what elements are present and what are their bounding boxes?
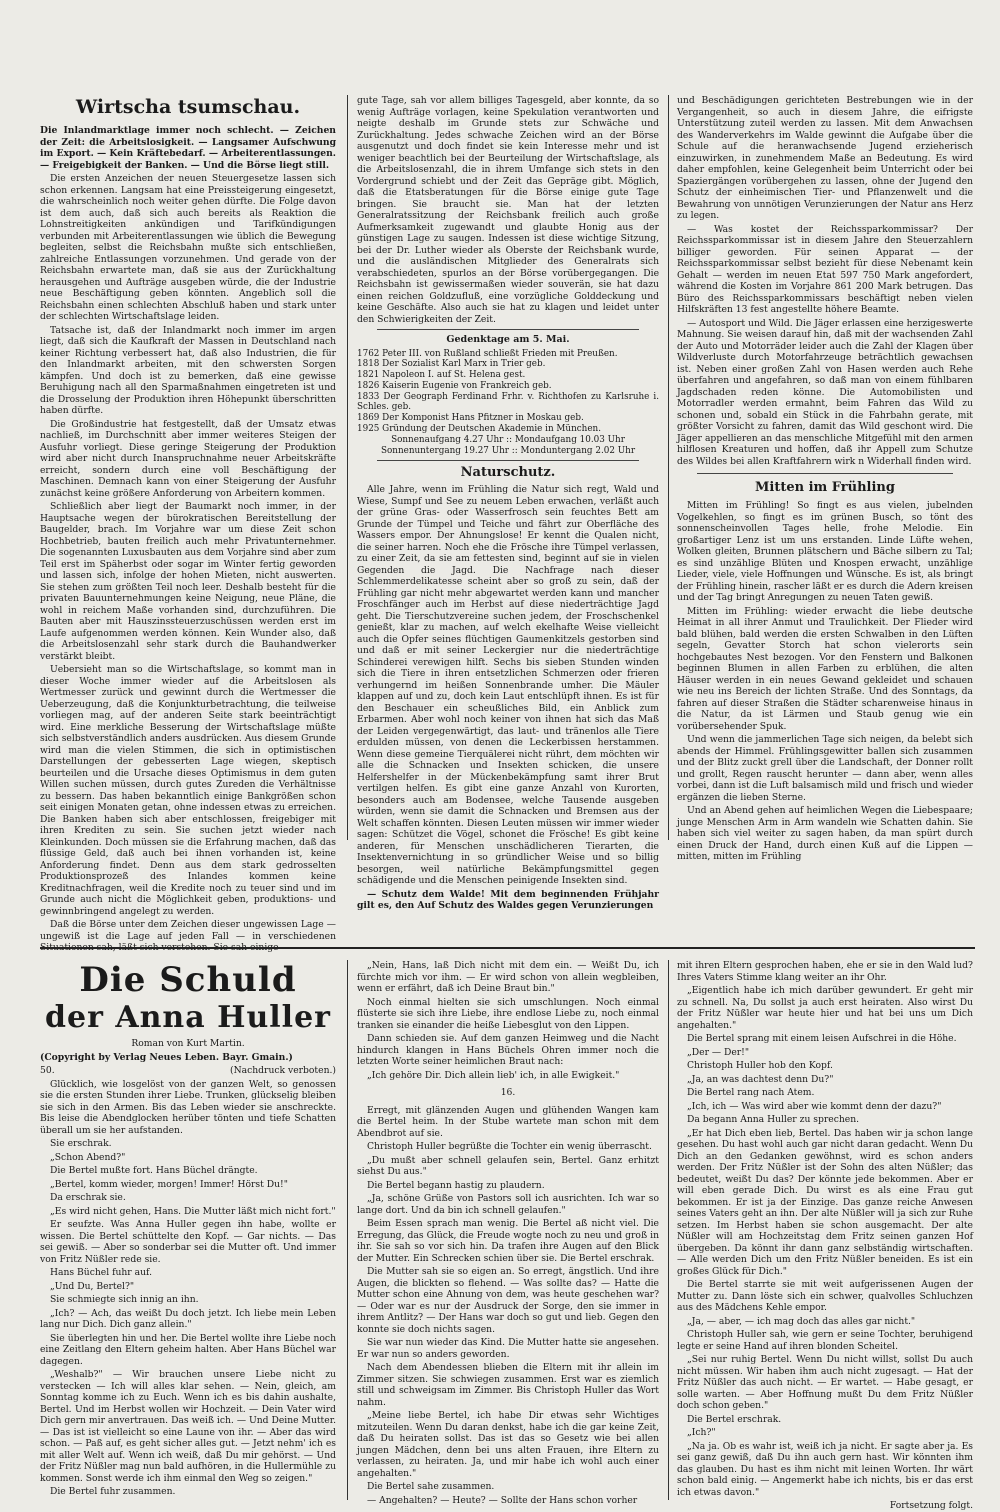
spring-paragraph: Und wenn die jammerlichen Tage sich neigen, da belebt sich abends der Himmel. Frühlingsgewitter ballen sich zusammen und der Blitz zuckt grell über die Landschaft, der Donner rollt und grollt, Regen rauscht herunter — dann aber, wenn alles vorbei, dann ist die Luft balsamisch mild und frisch und wieder ergänzen die lieben Sterne. (677, 734, 973, 803)
sunset-line: Sonnenuntergang 19.27 Uhr :: Monduntergang 2.02 Uhr (380, 445, 636, 456)
serial-paragraph: Sie schmiegte sich innig an ihn. (50, 1294, 199, 1305)
news-paragraph: und Beschädigungen gerichteten Bestrebungen wie in der Vergangenheit, so auch in diesem Jahre, die eifrigste Unterstützung zuteil werden zu lassen. Mit dem Anwachsen des Wanderverkehrs im Walde gewinnt die Aufgabe über die Schule auf die heranwachsende Jugend erzieherisch einzuwirken, in zunehmendem Maße an Bedeutung. Es wird daher empfohlen, keine Gelegenheit beim Unterricht oder bei Spaziergängen vorübergehen zu lassen, ohne der Jugend den Schutz der einheimischen Tier- und Pflanzenwelt und die Bewahrung von unnötigen Verunzierungen der Natur ans Herz zu legen. (677, 95, 973, 221)
serial-paragraph: „Ich?" (687, 1427, 716, 1438)
anniversary-entry: 1818 Der Sozialist Karl Marx in Trier geb. (357, 359, 546, 370)
nature-paragraph: — Schutz dem Walde! Mit dem beginnenden Frühjahr gilt es, den Auf Schutz des Waldes gegen Verunzierungen (357, 888, 659, 912)
economy-paragraph: Daß die Börse unter dem Zeichen dieser ungewissen Lage — ungewiß ist die Lage auf jeden Fall — in verschiedenen (40, 919, 336, 942)
serial-paragraph: Da erschrak sie. (50, 1192, 126, 1203)
right-column (677, 95, 973, 862)
serial-paragraph: Die Bertel fuhr zusammen. (50, 1486, 176, 1497)
economy-paragraph: Schließlich aber liegt der Baumarkt noch immer, in der Hauptsache wegen der bürokratischen Bereitstellung der Baugelder, brach. Im Vorjahre war um diese Zeit schon Hochbetrieb, bauten freilich auch mehr Privatunternehmer. Die sogenannten Luxusbauten aus dem Vorjahre sind aber zum Teil erst im Späherbst oder sogar im Winter fertig geworden und lassen sich, infolge der hohen Mieten, nicht auswerten. Sie stehen zum größten Teil noch leer. Deshalb besteht für die privaten Bauunternehmungen keine Neigung, neue Pläne, die wohl in reichem Maße vorhanden sind, durchzuführen. Die Bauten aber mit Hauszinssteuerzuschüssen werden erst im Laufe aufgenommen werden können. Kein Wunder also, daß die Arbeitslosenzahl sehr stark durch die Bauhandwerker verstärkt bleibt. (40, 501, 336, 662)
chapter-number: 16. (500, 1087, 516, 1098)
serial-paragraph: — Angehalten? — Heute? — Sollte der Hans schon vorher (367, 1494, 638, 1506)
serial-paragraph: Die Bertel mußte fort. Hans Büchel drängte. (50, 1165, 258, 1176)
serial-paragraph: „Schon Abend?" (50, 1151, 126, 1163)
economy-paragraph: Die Großindustrie hat festgestellt, daß der Umsatz etwas nachließ, im Durchschnitt aber immer weiteres Steigen der Ausfuhr vorliegt. Diese geringe Steigerung der Produktion wird aber nicht durch Inanspruchnahme neuer Arbeitskräfte erreicht, sondern durch eine voll Beschäftigung der Maschinen. Demnach kann von einer Steigerung der Ausfuhr zunächst keine größere Anforderung von Arbeitern kommen. (40, 418, 336, 499)
serial-paragraph: Glücklich, wie losgelöst von der ganzen Welt, so genossen sie die ersten Stunden ihrer Liebe. Trunken, glückselig bleiben sie sich in den Armen. Bis das Leben wieder sie anschreckte. Bis leise die Abendglocken herüber tönten und tiefe Schatten überall um sie her aufstanden. (40, 1078, 336, 1136)
serial-paragraph: Sie war nun wieder das Kind. Die Mutter hatte sie angesehen. Er war nun so anders geworden. (357, 1337, 659, 1360)
economy-paragraph: Die ersten Anzeichen der neuen Steuergesetze lassen sich schon erkennen. Langsam hat eine Preissteigerung eingesetzt, die wahrscheinlich noch weiter gehen dürfte. Die Folge davon ist dem auch, daß sich auch bereits als Reaktion die Lohnstreitigkeiten ankündigen und Tarifkündigungen verbunden mit Arbeiterentlassungen wie üblich die Bewegung begleiten, selbst die Reichsbahn mußte sich entschließen, zahlreiche Entlassungen vorzunehmen. Und gerade von der Reichsbahn erwartete man, daß sie aus der Zurückhaltung herausgehen und Aufträge ausgeben würde, die der Industrie neue Beschäftigung geben könnten. Angeblich soll die Reichsbahn einen schlechten Abschluß haben und stark unter der schlechten Wirtschaftslage leiden. (40, 173, 336, 322)
continuation-note: Fortsetzung folgt. (889, 1500, 973, 1511)
serial-paragraph: mit ihren Eltern gesprochen haben, ehe er sie in den Wald lud? Ihres Vaters Stimme klang weiter an ihr Ohr. (677, 960, 973, 983)
serial-title: der Anna Huller (45, 1000, 331, 1035)
serial-paragraph: Sie erschrak. (50, 1138, 112, 1149)
serial-paragraph: „Ich, ich — Was wird aber wie kommt denn der dazu?" (687, 1100, 942, 1112)
reprint-note: (Nachdruck verboten.) (230, 1065, 336, 1076)
serial-paragraph: „Weshalb?" — Wir brauchen unsere Liebe nicht zu verstecken — Ich will alles klar sehen. — Nein, gleich, am Sonntag komme ich zu Euch. Wenn ich es bis dahin aushalte, Bertel. Und im Herbst wollen wir Hochzeit. — Dein Vater wird Dich gern mir anvertrauen. Das weiß ich. — Und Deine Mutter. — Das ist ist vielleicht so eine Laune von ihr. — Aber das wird schon. — Paß auf, es geht sicher alles gut. — Jetzt nehm' ich es mit aller Welt auf. Wenn ich weiß, daß Du mir gehörst. — Und der Fritz Nüßler mag nun bald aufhören, in die Hullermühle zu kommen. Sonst werde ich ihm einmal den Weg so zeigen." (40, 1369, 336, 1484)
serial-paragraph: Hans Büchel fuhr auf. (50, 1267, 153, 1278)
serial-paragraph: Nach dem Abendessen blieben die Eltern mit ihr allein im Zimmer sitzen. Sie schwiegen zusammen. Erst war es ziemlich still und schweigsam im Zimmer. Bis Christoph Huller das Wort nahm. (357, 1362, 659, 1408)
middle-column (357, 95, 659, 912)
serial-paragraph: Die Bertel erschrak. (687, 1413, 782, 1425)
serial-paragraph: Beim Essen sprach man wenig. Die Bertel aß nicht viel. Die Erregung, das Glück, die Freude wogte noch zu neu und groß in ihr. Sie sah so vor sich hin. Da trafen ihre Augen auf den Blick der Mutter. Ein Schrecken schien über sie. Die Bertel erschrak. (357, 1218, 659, 1264)
serial-paragraph: Die Bertel rang nach Atem. (687, 1087, 815, 1098)
serial-paragraph: „Meine liebe Bertel, ich habe Dir etwas sehr Wichtiges mitzuteilen. Wenn Du daran denkst, habe ich die gar keine Zeit, daß Du heiraten sollst. Das ist das so Gesetz wie bei allen jungen Mädchen, denn bei uns alten Frauen, ihre Eltern zu verlassen, zu heiraten. Ja, und mir habe ich wohl auch einer angehalten." (357, 1410, 659, 1479)
anniversary-entry: 1869 Der Komponist Hans Pfitzner in Moskau geb. (357, 413, 584, 424)
anniversaries-heading: Gedenktage am 5. Mai. (446, 334, 570, 345)
section-divider (40, 947, 975, 949)
serial-paragraph: Christoph Huller hob den Kopf. (687, 1060, 833, 1071)
serial-byline: Roman von Kurt Martin. (131, 1038, 245, 1049)
serial-paragraph: „Und Du, Bertel?" (50, 1280, 135, 1292)
serial-title: Die Schuld (79, 960, 297, 1000)
serial-paragraph: „Ja, — aber, — ich mag doch das alles gar nicht." (687, 1315, 916, 1327)
serial-paragraph: „Ich? — Ach, das weißt Du doch jetzt. Ich liebe mein Leben lang nur Dich. Dich ganz allein." (40, 1307, 336, 1330)
serial-paragraph: „Du mußt aber schnell gelaufen sein, Bertel. Ganz erhitzt siehst Du aus." (357, 1154, 659, 1177)
serial-copyright: (Copyright by Verlag Neues Leben. Bayr. Gmain.) (40, 1051, 293, 1063)
serial-paragraph: „Eigentlich habe ich mich darüber gewundert. Er geht mir zu schnell. Na, Du sollst ja auch erst heiraten. Also wirst Du der Fritz Nüßler war heute hier und hat bei uns um Dich angehalten." (677, 985, 973, 1031)
serial-paragraph: „Sei nur ruhig Bertel. Wenn Du nicht willst, sollst Du auch nicht müssen. Wir haben ihm auch nicht zugesagt. — Hat der Fritz Nüßler das auch nicht. — Er wartet. — Habe gesagt, er solle warten. — Aber Hoffnung mußt Du dem Fritz Nüßler doch schon geben." (677, 1354, 973, 1411)
serial-paragraph: Die Bertel starrte sie mit weit aufgerissenen Augen der Mutter zu. Dann löste sich ein schwer, qualvolles Schluchzen aus des Mädchens Kehle empor. (677, 1279, 973, 1313)
serial-paragraph: „Bertel, komm wieder, morgen! Immer! Hörst Du!" (50, 1178, 288, 1190)
nature-title: Naturschutz. (460, 465, 556, 481)
separator (697, 473, 953, 474)
serial-paragraph: Sie überlegten hin und her. Die Bertel wollte ihre Liebe noch eine Zeitlang den Eltern geheim halten. Aber Hans Büchel war dagegen. (40, 1332, 336, 1367)
economy-continued: gute Tage, sah vor allem billiges Tagesgeld, aber konnte, da so wenig Aufträge vorlagen, keine Spekulation verantworten und neigte deshalb im Grunde stets zur Schwäche und Zurückhaltung. Jedes schwache Zeichen wird an der Börse ausgenutzt und doch findet sie kein Interesse mehr und ist weniger beachtlich bei der Beurteilung der Wirtschaftslage, als die Arbeitslosenzahl, die in ihrem Umfange sich stets in den Vordergrund schiebt und der Zeit das Gepräge gibt. Möglich, daß die Etatsberatungen für die Börse einige gute Tage bringen. Sie braucht sie. Man hat der letzten Generalratssitzung der Reichsbank freilich auch große Aufmerksamkeit zugewandt und glaubte Honig aus der günstigen Lage zu saugen. Indessen ist diese wichtige Sitzung, bei der Dr. Luther wieder als Oberste der Reichsbank wurde, und die ausländischen Mitglieder des Generalrats sich verabschiedeten, spurlos an der Börse vorübergegangen. Die Reichsbahn ist gewissermaßen wieder souverän, sie hat dazu einen reichen Goldzufluß, eine vorzügliche Golddeckung und keine Geschäfte. Also auch sie hat zu klagen und leidet unter den Schwierigkeiten der Zeit. (357, 95, 659, 325)
serial-paragraph: Noch einmal hielten sie sich umschlungen. Noch einmal flüsterte sie sich ihre Liebe, ihre endlose Liebe zu, noch einmal tranken sie einander die heiße Liebesglut von den Lippen. (357, 996, 659, 1031)
economy-title: Wirtscha tsumschau. (75, 96, 301, 118)
sunrise-line: Sonnenaufgang 4.27 Uhr :: Mondaufgang 10.03 Uhr (391, 434, 625, 445)
economy-column (40, 95, 336, 942)
serial-paragraph: Er seufzte. Was Anna Huller gegen ihn habe, wollte er wissen. Die Bertel schüttelte den Kopf. — Gar nichts. — Das sei gewiß. — Aber so sonderbar sei die Mutter oft. Und immer von Fritz Nüßler rede sie. (40, 1219, 336, 1265)
economy-paragraph: Tatsache ist, daß der Inlandmarkt noch immer im argen liegt, daß sich die Kaufkraft der Massen in Deutschland nach keiner Richtung verbessert hat, daß also Industrien, die für den Inlandmarkt arbeiten, mit den schwersten Sorgen kämpfen. Und doch ist zu bemerken, daß eine gewisse Beruhigung nach all den Sparmaßnahmen eingetreten ist und die Drosselung der Produktion ihren Höhepunkt überschritten haben dürfte. (40, 324, 336, 416)
serial-number: 50. (40, 1065, 55, 1076)
serial-paragraph: „Es wird nicht gehen, Hans. Die Mutter läßt mich nicht fort." (50, 1205, 336, 1217)
serial-paragraph: Dann schieden sie. Auf dem ganzen Heimweg und die Nacht hindurch klangen in Hans Büchels Ohren immer noch die letzten Worte seiner heimlichen Braut nach: (357, 1033, 659, 1067)
serial-paragraph: „Er hat Dich eben lieb, Bertel. Das haben wir ja schon lange gesehen. Du hast wohl auch gar nicht daran gedacht. Wenn Du Dich an den Gedanken gewöhnst, wird es schon anders werden. Der Fritz Nüßler ist der Sohn des alten Nüßler; das bedeutet, weißt Du das? Der könnte jede bekommen. Aber er will eben gerade Dich. Du wirst es als eine Frau gut bekommen. Er ist ja der Einzige. Das ganze reiche Anwesen seines Vaters geht an ihn. Der alte Nüßler will ja sich zur Ruhe setzen. Im Herbst haben sie schon ausgemacht. Der alte Nüßler will am Hochzeitstag dem Fritz seinen ganzen Hof übergeben. Da könnt ihr dann ganz selbständig wirtschaften. — Alle werden Dich um den Fritz Nüßler beneiden. Es ist ein großes Glück für Dich." (677, 1127, 973, 1277)
serial-paragraph: „Der — Der!" (687, 1046, 750, 1058)
spring-paragraph: Mitten im Frühling! So fingt es aus vielen, jubelnden Vogelkehlen, so fingt es im grünen Busch, so tönt des sonnenscheinvollen Tages helle, frohe Melodie. Ein großartiger Lenz ist um uns erstanden. Linde Lüfte wehen, Wolken gleiten, Brunnen plätschern und Bäche silbern zu Tal; es sind unzählige Blüten und Knospen erwacht, unzählige Lieder, viele, viele Hoffnungen und Wünsche. Es ist, als bringt der Frühling hinein, rascher läßt er es durch die Adern kreisen und der Tag bringt Anregungen zu neuen Taten gewiß. (677, 500, 973, 603)
spring-paragraph: Und an Abend gehen auf heimlichen Wegen die Liebespaare; junge Menschen Arm in Arm wandeln wie Schatten dahin. Sie haben sich viel weiter zu sagen haben, da man spürt durch einen Druck der Hand, durch einen Kuß auf die Lippen — mitten, mitten im Frühling (677, 805, 973, 862)
serial-paragraph: Die Bertel begann hastig zu plaudern. (367, 1179, 545, 1191)
news-paragraph: — Autosport und Wild. Die Jäger erlassen eine herzigeswerte Mahnung. Sie weisen darauf hin, daß mit der wachsenden Zahl der Auto und Motorräder leider auch die Zahl der Klagen über Wildverluste durch Motorfahrzeuge beträchtlich gewachsen ist. Neben einer großen Zahl von Hasen werden auch Rehe überfahren und angefahren, so daß man von einem fühlbaren Jagdschaden reden könne. Die Automobilisten und Motorradler werden ermahnt, beim Fahren das Wild zu schonen und, sobald ein Stück in die Fahrbahn gerate, mit größter Vorsicht zu fahren, damit das Wild geschont wird. Die Jäger appellieren an das menschliche Mitgefühl mit den armen hilflosen Kreaturen und hoffen, daß ihr Appell zum Schutze des Wildes bei allen Kraftfahrern wirk n Widerhall finden wird. (677, 317, 973, 467)
serial-paragraph: „Ich gehöre Dir. Dich allein lieb' ich, in alle Ewigkeit." (367, 1069, 620, 1081)
serial-paragraph: Die Bertel sahe zusammen. (367, 1481, 495, 1492)
serial-paragraph: „Na ja. Ob es wahr ist, weiß ich ja nicht. Er sagte aber ja. Es sei ganz gewiß, daß Du ihn auch gern hast. Wir könnten ihm das glauben. Du hast es ihm nicht mit leinen Worten. Ihr wärt schon bald einig. — Angemerkt habe ich nichts, bis er das erst ich etwas davon." (677, 1440, 973, 1498)
serial-paragraph: Die Mutter sah sie so eigen an. So erregt, ängstlich. Und ihre Augen, die blickten so flehend. — Was sollte das? — Hatte die Mutter schon eine Ahnung von dem, was heute geschehen war? — Oder war es nur der Ausdruck der Sorge, den sie immer in ihrem Antlitz? — Der Hans war doch so gut und lieb. Gegen den konnte sie doch nichts sagen. (357, 1266, 659, 1335)
anniversary-entry: 1826 Kaiserin Eugenie von Frankreich geb. (357, 380, 552, 391)
anniversaries-box (357, 334, 659, 456)
serial-column-3 (677, 960, 973, 1511)
serial-column-1 (40, 960, 336, 1500)
economy-paragraph: Uebersieht man so die Wirtschaftslage, so kommt man in dieser Woche immer wieder auf die Arbeitslosen als Wertmesser zurück und gewinnt durch die Wertmesser die Ueberzeugung, daß die Konjunkturbetrachtung, die teilweise vorliegen mag, auf der anderen Seite stark beeinträchtigt wird. Eine merkliche Besserung der Wirtschaftslage müßte sich selbstverständlich anders ausdrücken. Aus diesem Grunde wird man die vielen Stimmen, die sich in optimistischen Darstellungen der gebesserten Lage wiegen, skeptisch beurteilen und die Ursache dieses Optimismus in dem guten Willen suchen müssen, durch gutes Zureden die Verhältnisse zu bessern. Das haben bekanntlich einige Bankgrößen schon seit einigen Monaten getan, ohne indessen etwas zu erreichen. Die Banken haben sich aber entschlossen, freigebiger mit ihren Krediten zu sein. Sie suchen jetzt wieder nach Kleinkunden. Doch müssen sie die Erfahrung machen, daß das flüssige Geld, daß auch bei ihnen vorhanden ist, keine Anforderung findet. Denn aus dem stark gedrosselten Produktionsprozeß des Inlandes kommen keine Kreditnachfragen, weil die Kredite noch zu teuer sind und im Grunde auch nicht die Möglichkeit geben, produktions- und gewinnbringend angelegt zu werden. (40, 664, 336, 917)
serial-paragraph: „Ja, an was dachtest denn Du?" (687, 1073, 834, 1085)
serial-column-2 (357, 960, 659, 1506)
serial-paragraph: „Ja, schöne Grüße von Pastors soll ich ausrichten. Ich war so lange dort. Und da bin ich schnell gelaufen." (357, 1193, 659, 1216)
column-divider (668, 95, 669, 840)
anniversary-entry: 1821 Napoleon I. auf St. Helena gest. (357, 370, 526, 381)
separator (377, 460, 639, 461)
serial-paragraph: „Nein, Hans, laß Dich nicht mit dem ein. — Weißt Du, ich fürchte mich vor ihm. — Er wird schon von allein wegbleiben, wenn er erfährt, daß ich Deine Braut bin." (357, 960, 659, 994)
serial-paragraph: Christoph Huller begrüßte die Tochter ein wenig überrascht. (367, 1141, 652, 1152)
news-paragraph: — Was kostet der Reichssparkommissar? Der Reichssparkommissar ist in diesem Jahre den Steuerzahlern billiger geworden. Für seinen Apparat — der Reichssparkommissar selbst bezieht für diese Nebenamt kein Gehalt — werden im neuen Etat 597 750 Mark angefordert, während die Kosten im Vorjahre 861 200 Mark betrugen. Das Büro des Reichssparkommissars beschäftigt neben vielen Hilfskräften 13 fest angestellte höhere Beamte. (677, 223, 973, 315)
anniversary-entry: 1925 Gründung der Deutschen Akademie in München. (357, 424, 602, 435)
column-divider (347, 95, 348, 840)
economy-subtitle: Die Inlandmarktlage immer noch schlecht. — Zeichen der Zeit: die Arbeitslosigkeit. — Langsamer Aufschwung im Export. — Kein Kräftebedarf. — Arbeiterentlassungen. — Freigebigkeit der Banken. — Und die Börse liegt still. (40, 125, 336, 171)
serial-paragraph: Erregt, mit glänzenden Augen und glühenden Wangen kam die Bertel heim. In der Stube wartete man schon mit dem Abendbrot auf sie. (357, 1104, 659, 1139)
spring-title: Mitten im Frühling (755, 480, 895, 495)
spring-paragraph: Mitten im Frühling: wieder erwacht die liebe deutsche Heimat in all ihrer Anmut und Traulichkeit. Der Flieder wird bald blühen, bald werden die ersten Schwalben in den Lüften segeln, Gevatter Storch hat schon vielerorts sein hochgebautes Nest bezogen. Vor den Fenstern und Balkonen beginnen Blumen in allen Farben zu erblühen, die alten Häuser werden in ein neues Gewand gekleidet und schauen wie neu ins Bereich der lichten Straße. Und des Sonntags, da fahren auf dieser Straßen die Städter scharenweise hinaus in die Natur, da ist Lärmen und Staub genug wie ein vorübersehender Spuk. (677, 605, 973, 732)
separator (377, 329, 639, 330)
serial-paragraph: Die Bertel sprang mit einem leisen Aufschrei in die Höhe. (687, 1033, 957, 1044)
anniversary-entry: 1762 Peter III. von Rußland schließt Frieden mit Preußen. (357, 348, 618, 359)
column-divider (347, 960, 348, 1500)
serial-paragraph: Christoph Huller sah, wie gern er seine Tochter, beruhigend legte er seine Hand auf ihren blonden Scheitel. (677, 1329, 973, 1352)
nature-paragraph: Alle Jahre, wenn im Frühling die Natur sich regt, Wald und Wiese, Sumpf und See zu neuem Leben erwachen, verläßt auch der grüne Gras- oder Wasserfrosch sein feuchtes Bett am Grunde der Tümpel und Teiche und fährt zur Oberfläche des Wassers empor. Der Ahnungslose! Er kennt die Qualen nicht, die seiner harren. Noch ehe die Frösche ihre Tümpel verlassen, zu einer Zeit, da sie am fettesten sind, beginnt auf sie in vielen Gegenden die Jagd. Die Nachfrage nach dieser Schlemmerdelikatesse scheint aber so groß zu sein, daß der Frühling gar nicht mehr abgewartet werden kann und mancher Froschfänger auch im Herbst auf diese niederträchtige Jagd geht. Die Tierschutzvereine suchen jedem, der Froschschenkel genießt, klar zu machen, auf welch ekelhafte Weise vielleicht auch die Opfer seines flüchtigen Gaumenkitzels gestorben sind und daß er mit seiner Leckergier nur die niederträchtige Schinderei verewigen hilft. Sechs bis sieben Stunden winden sich die Tiere in ihren entsetzlichen Schmerzen oder frieren verhungernd im heißen Sonnenbrande umher. Die Mäuler klappen auf und zu, doch kein Laut entschlüpft ihnen. Es ist für den Beschauer ein scheußliches Bild, ein Anblick zum Erbarmen. Aber wohl noch keiner von ihnen hat sich das Maß der Leiden vergegenwärtigt, das laut- und tränenlos alle Tiere erdulden müssen, von denen die Leckerbissen herstammen. Wenn diese gemeine Tierquälerei nicht rührt, dem möchten wir alle die Schnacken und Insekten schicken, die unsere Helfershelfer in der Mückenbekämpfung samt ihrer Brut vertilgen helfen. Es gibt eine ganze Anzahl von Kurorten, besonders auch am Bodensee, welche Tausende ausgeben würden, wenn sie damit die Schnacken und Bremsen aus der Welt schaffen könnten. Diesen Leuten müssen wir immer wieder sagen: Schützet die Vögel, schonet die Frösche! Es gibt keine anderen, für Menschen unschädlicheren Tierarten, die Insektenvernichtung in so gründlicher Weise und so billig besorgen, weil natürliche Bekämpfungsmittel gegen schädigende und die Menschen peinigende Insekten sind. (357, 484, 659, 887)
anniversary-entry: 1833 Der Geograph Ferdinand Frhr. v. Richthofen zu Karlsruhe i. Schles. geb. (357, 391, 659, 413)
serial-paragraph: Da begann Anna Huller zu sprechen. (687, 1114, 860, 1125)
column-divider (668, 960, 669, 1500)
serial-meta-row (40, 1065, 336, 1077)
